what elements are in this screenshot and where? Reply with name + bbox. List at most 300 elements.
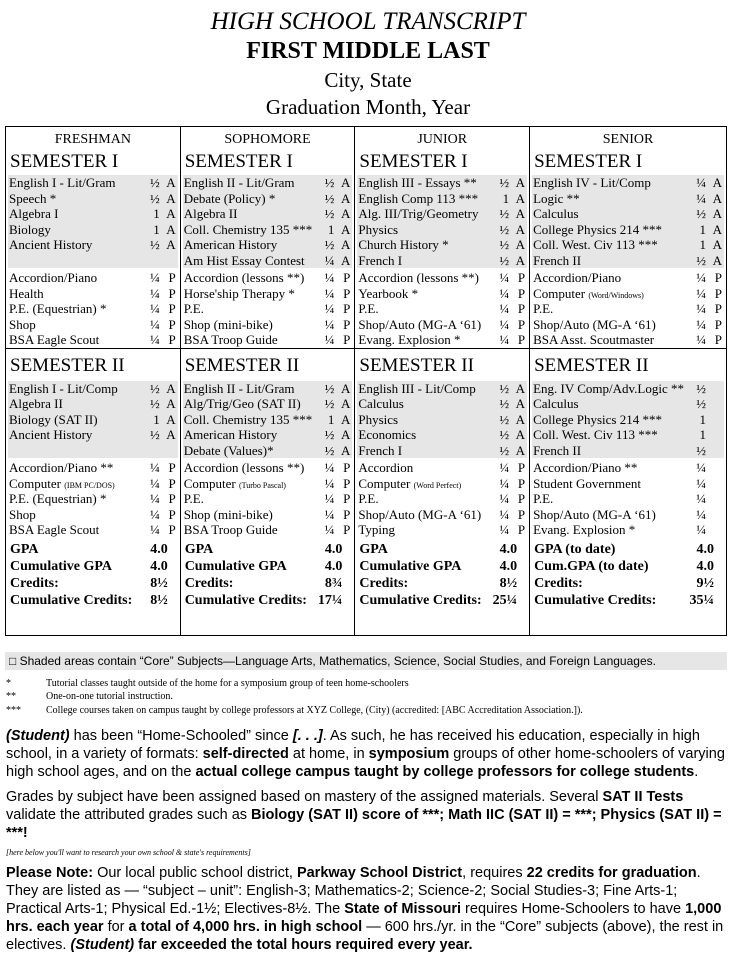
course-credit: 1 bbox=[153, 206, 160, 221]
course-credit: ¼ bbox=[324, 270, 335, 285]
course-row bbox=[183, 507, 353, 523]
course-credit: ¼ bbox=[324, 285, 335, 301]
year-column bbox=[181, 127, 356, 635]
course-row bbox=[8, 332, 178, 348]
course-note: (IBM PC/DOS) bbox=[64, 480, 115, 490]
course-grade: A bbox=[515, 411, 526, 427]
course-name-text: Am Hist Essay Contest bbox=[183, 252, 305, 268]
course-name-text: Shop/Auto (MG-A ‘61) bbox=[358, 506, 482, 522]
course-name bbox=[532, 443, 684, 459]
course-grade bbox=[706, 427, 724, 443]
core-courses bbox=[532, 175, 724, 268]
semester-label: SEMESTER I bbox=[184, 151, 293, 172]
course-name-text: P.E. bbox=[533, 301, 554, 316]
course-grade: P bbox=[714, 270, 722, 285]
course-name-text: Shop bbox=[9, 316, 36, 332]
course-name-text: Coll. Chemistry 135 *** bbox=[183, 221, 313, 237]
course-credit: ¼ bbox=[499, 285, 510, 301]
course-name-text: P.E. bbox=[533, 491, 554, 506]
course-name-text: Debate (Policy) * bbox=[183, 190, 276, 206]
course-row bbox=[357, 427, 527, 443]
gpa-value: 25¼ bbox=[492, 592, 518, 608]
course-row bbox=[357, 317, 527, 333]
course-row bbox=[532, 332, 724, 348]
course-grade: A bbox=[340, 175, 351, 190]
footnote-mark: ** bbox=[6, 691, 16, 702]
course-name-text: English Comp 113 *** bbox=[358, 190, 479, 206]
course-grade: P bbox=[517, 316, 526, 332]
course-name bbox=[357, 507, 487, 523]
course-credit: ¼ bbox=[499, 270, 510, 285]
course-row bbox=[183, 381, 353, 397]
course-grade: P bbox=[343, 491, 351, 506]
course-name-text: Accordion bbox=[358, 460, 414, 475]
course-row bbox=[532, 396, 724, 412]
course-credit: 1 bbox=[153, 221, 160, 237]
course-name-text: Coll. West. Civ 113 *** bbox=[533, 237, 658, 252]
course-name-text: Typing bbox=[358, 522, 396, 537]
gpa-summary bbox=[185, 541, 353, 609]
course-credit: ¼ bbox=[696, 522, 706, 537]
course-name-text: English III - Essays ** bbox=[358, 175, 477, 190]
course-row bbox=[357, 191, 527, 207]
course-name bbox=[183, 412, 313, 428]
course-grade: A bbox=[340, 427, 351, 442]
course-credit: ¼ bbox=[499, 460, 510, 475]
course-name bbox=[532, 412, 684, 428]
gpa-value: 4.0 bbox=[150, 558, 168, 574]
course-row bbox=[183, 427, 353, 443]
course-name bbox=[8, 491, 138, 507]
course-row bbox=[532, 507, 724, 523]
course-row bbox=[357, 270, 527, 286]
course-name bbox=[532, 507, 684, 523]
course-credit: ½ bbox=[696, 252, 706, 268]
course-credit: ½ bbox=[149, 427, 160, 442]
course-row bbox=[8, 412, 178, 428]
course-grade: P bbox=[343, 475, 351, 491]
course-credit: ½ bbox=[324, 427, 335, 442]
course-name-text: Evang. Explosion * bbox=[358, 332, 461, 347]
course-credit: ½ bbox=[149, 237, 160, 252]
course-name-text: Calculus bbox=[358, 396, 404, 411]
course-name-text: French I bbox=[358, 442, 403, 458]
course-grade: P bbox=[517, 301, 526, 316]
course-name bbox=[357, 396, 487, 412]
course-grade: A bbox=[166, 190, 176, 206]
course-name-text: French I bbox=[358, 252, 403, 268]
course-name-text: Shop/Auto (MG-A ‘61) bbox=[533, 506, 656, 522]
course-grade: A bbox=[166, 237, 176, 252]
course-name-text: Shop (mini-bike) bbox=[183, 316, 273, 332]
course-name-text: Coll. West. Civ 113 *** bbox=[533, 427, 658, 442]
gpa-label: Cumulative GPA bbox=[359, 558, 462, 574]
course-row bbox=[532, 427, 724, 443]
course-name-text: Algebra I bbox=[9, 206, 59, 221]
course-grade: A bbox=[515, 190, 526, 206]
semester-label: SEMESTER II bbox=[6, 348, 180, 381]
course-name bbox=[8, 286, 138, 302]
course-name bbox=[532, 222, 684, 238]
course-row bbox=[8, 396, 178, 412]
course-grade: A bbox=[340, 237, 351, 252]
course-grade: P bbox=[168, 491, 176, 506]
course-name bbox=[183, 222, 313, 238]
core-courses bbox=[532, 381, 724, 459]
gpa-row bbox=[10, 558, 178, 575]
course-name-text: College Physics 214 *** bbox=[533, 411, 662, 427]
course-grade: A bbox=[712, 190, 722, 206]
course-name-text: Alg. III/Trig/Geometry bbox=[358, 206, 479, 221]
course-grade: P bbox=[343, 316, 351, 332]
course-credit: 1 bbox=[502, 190, 510, 206]
course-name bbox=[183, 491, 313, 507]
course-grade: A bbox=[712, 206, 722, 221]
semester-label: SEMESTER I bbox=[10, 151, 119, 172]
course-name-text: Speech * bbox=[9, 190, 57, 206]
gpa-row bbox=[359, 558, 527, 575]
gpa-value: 4.0 bbox=[499, 541, 518, 557]
course-row bbox=[532, 412, 724, 428]
course-row bbox=[357, 522, 527, 538]
course-grade: A bbox=[340, 221, 351, 237]
gpa-value: 8½ bbox=[150, 592, 168, 608]
gpa-value: 4.0 bbox=[696, 558, 714, 574]
gpa-row bbox=[185, 558, 353, 575]
course-name bbox=[357, 522, 487, 538]
course-row bbox=[532, 191, 724, 207]
course-row bbox=[183, 253, 353, 269]
course-grade: P bbox=[517, 506, 526, 522]
course-credit: ½ bbox=[499, 442, 510, 458]
course-name bbox=[8, 301, 138, 317]
gpa-row bbox=[359, 592, 527, 609]
course-grade: A bbox=[340, 396, 351, 411]
course-name bbox=[8, 507, 138, 523]
course-credit: ¼ bbox=[324, 475, 335, 491]
course-grade bbox=[706, 491, 724, 507]
course-row bbox=[8, 460, 178, 476]
course-row bbox=[183, 286, 353, 302]
course-row bbox=[8, 476, 178, 492]
course-name-text: American History bbox=[183, 427, 278, 442]
course-credit: ¼ bbox=[499, 522, 510, 537]
course-name-text: BSA Eagle Scout bbox=[9, 332, 100, 347]
course-name-text: Eng. IV Comp/Adv.Logic ** bbox=[533, 380, 684, 396]
course-name-text: Shop/Auto (MG-A ‘61) bbox=[533, 316, 656, 332]
course-grade bbox=[706, 443, 724, 459]
course-name-text: Logic ** bbox=[533, 190, 580, 206]
course-row bbox=[532, 381, 724, 397]
course-name bbox=[357, 427, 487, 443]
gpa-summary bbox=[534, 541, 724, 609]
course-note: (Word/Windows) bbox=[588, 290, 644, 300]
course-name bbox=[357, 175, 487, 191]
course-name bbox=[532, 396, 684, 412]
course-name bbox=[532, 191, 684, 207]
course-grade: A bbox=[712, 175, 722, 190]
course-row bbox=[8, 191, 178, 207]
course-credit: ¼ bbox=[324, 522, 335, 537]
course-row bbox=[8, 253, 178, 269]
homeschool-paragraph: (Student) has been “Home-Schooled” since [. . .]. As such, he has received his education, especially in high school, in a variety of formats: self-directed at home, in symposium groups of other home-schoolers of varying high school ages, and on the actual college campus taught by college professors for college students. bbox=[6, 728, 725, 780]
course-row bbox=[357, 332, 527, 348]
gpa-row bbox=[185, 592, 353, 609]
course-name bbox=[183, 332, 313, 348]
course-name-text: Accordion/Piano bbox=[9, 270, 98, 285]
course-grade: P bbox=[517, 460, 526, 475]
course-row bbox=[8, 381, 178, 397]
course-credit: ½ bbox=[499, 237, 510, 252]
course-name-text: French II bbox=[533, 252, 582, 268]
course-name bbox=[8, 191, 138, 207]
course-credit: ¼ bbox=[696, 285, 706, 301]
course-row bbox=[8, 286, 178, 302]
course-name bbox=[357, 206, 487, 222]
course-row bbox=[8, 301, 178, 317]
course-row bbox=[357, 460, 527, 476]
course-name-text: Computer bbox=[358, 475, 411, 491]
course-name bbox=[8, 270, 138, 286]
course-row bbox=[183, 237, 353, 253]
course-credit: ¼ bbox=[149, 506, 160, 522]
course-grade: A bbox=[166, 427, 176, 442]
course-name-text: P.E. bbox=[358, 491, 379, 506]
gpa-value: 4.0 bbox=[150, 541, 168, 557]
course-name-text: English IV - Lit/Comp bbox=[533, 175, 651, 190]
course-credit: ½ bbox=[149, 175, 160, 190]
year-label: SENIOR bbox=[602, 132, 654, 147]
course-name bbox=[183, 270, 313, 286]
course-credit: ¼ bbox=[696, 301, 706, 316]
gpa-summary bbox=[359, 541, 527, 609]
course-name-text: Student Government bbox=[533, 475, 642, 491]
course-name-text: Horse'ship Therapy * bbox=[183, 285, 295, 301]
elective-courses bbox=[532, 460, 724, 538]
core-courses bbox=[8, 381, 178, 459]
course-row bbox=[8, 443, 178, 459]
course-name bbox=[357, 381, 487, 397]
course-credit: ¼ bbox=[499, 506, 510, 522]
course-grade: P bbox=[343, 506, 351, 522]
course-row bbox=[357, 412, 527, 428]
course-grade: P bbox=[168, 460, 176, 475]
grades-paragraph: Grades by subject have been assigned based on mastery of the assigned materials. Several SAT II Tests validate the attributed grades such as Biology (SAT II) score of ***; Math IIC (SAT II) = ***; Physics (SAT II) = ***! bbox=[6, 789, 722, 841]
course-name bbox=[532, 491, 684, 507]
course-grade: P bbox=[343, 522, 351, 537]
course-row bbox=[357, 237, 527, 253]
course-grade: A bbox=[340, 206, 351, 221]
requirements-paragraph: Please Note: Our local public school district, Parkway School District, requires 22 credits for graduation. They are listed as — “subject – unit”: English-3; Mathematics-2; Science-2; Social Studies-3; Fine Arts-1; Practical Arts-1; Physical Ed.-1½; Electives-8½. The State of Missouri requires Home-Schoolers to have 1,000 hrs. each year for a total of 4,000 hrs. in high school — 600 hrs./yr. in the “Core” subjects (above), the rest in electives. (Student) far exceeded the total hours required every year. bbox=[6, 865, 724, 953]
course-name bbox=[532, 317, 684, 333]
course-name bbox=[532, 522, 684, 538]
course-name bbox=[357, 332, 487, 348]
course-row bbox=[357, 396, 527, 412]
course-name-text: Shop (mini-bike) bbox=[183, 506, 273, 522]
semester-label: SEMESTER II bbox=[355, 348, 529, 381]
core-courses bbox=[183, 381, 353, 459]
course-grade: A bbox=[166, 175, 176, 190]
course-name-text: Algebra II bbox=[183, 206, 238, 221]
course-grade: A bbox=[166, 411, 176, 427]
course-name-text: Accordion/Piano bbox=[533, 270, 622, 285]
course-row bbox=[183, 460, 353, 476]
course-grade: A bbox=[340, 442, 351, 458]
course-name bbox=[8, 222, 138, 238]
course-name bbox=[357, 491, 487, 507]
course-name bbox=[532, 253, 684, 269]
course-name bbox=[532, 381, 684, 397]
course-credit: ¼ bbox=[149, 301, 160, 316]
course-row bbox=[532, 253, 724, 269]
course-grade: A bbox=[166, 396, 176, 411]
course-grade: P bbox=[168, 301, 176, 316]
gpa-value: 8½ bbox=[499, 575, 518, 591]
course-grade: P bbox=[168, 332, 176, 347]
course-name bbox=[8, 427, 138, 443]
student-location: City, State bbox=[324, 68, 412, 92]
course-credit: 1 bbox=[699, 237, 706, 252]
gpa-row bbox=[10, 592, 178, 609]
course-row bbox=[8, 427, 178, 443]
course-credit: ¼ bbox=[324, 460, 335, 475]
course-grade: P bbox=[714, 332, 722, 347]
course-name bbox=[183, 317, 313, 333]
course-credit: ¼ bbox=[324, 491, 335, 506]
course-credit: ½ bbox=[499, 175, 510, 190]
course-credit: ½ bbox=[499, 221, 510, 237]
course-name-text: Shop bbox=[9, 506, 36, 522]
course-name bbox=[532, 301, 684, 317]
course-row bbox=[357, 286, 527, 302]
course-grade: A bbox=[712, 221, 722, 237]
course-name-text: Accordion (lessons **) bbox=[358, 270, 479, 285]
course-name bbox=[357, 317, 487, 333]
footnote-mark: * bbox=[6, 678, 11, 689]
course-name-text: College Physics 214 *** bbox=[533, 221, 662, 237]
course-grade bbox=[706, 522, 724, 538]
course-credit: ¼ bbox=[149, 332, 160, 347]
course-credit: ¼ bbox=[149, 522, 160, 537]
course-name bbox=[183, 206, 313, 222]
course-name bbox=[183, 301, 313, 317]
gpa-label: Cumulative Credits: bbox=[10, 592, 133, 608]
course-row bbox=[8, 317, 178, 333]
gpa-row bbox=[534, 558, 724, 575]
course-grade: A bbox=[515, 175, 526, 190]
course-row bbox=[357, 206, 527, 222]
course-credit: ¼ bbox=[696, 475, 706, 491]
course-grade: P bbox=[714, 285, 722, 301]
course-grade: A bbox=[515, 206, 526, 221]
core-legend: □ Shaded areas contain “Core” Subjects—Language Arts, Mathematics, Science, Social Studies, and Foreign Languages. bbox=[5, 652, 727, 670]
course-name-text: P.E. bbox=[358, 301, 379, 316]
gpa-value: 17¼ bbox=[317, 592, 343, 608]
course-credit: ¼ bbox=[696, 491, 706, 506]
core-courses bbox=[8, 175, 178, 268]
course-name-text: Computer bbox=[9, 475, 61, 491]
course-name bbox=[357, 412, 487, 428]
course-row bbox=[183, 317, 353, 333]
course-credit: ½ bbox=[499, 396, 510, 411]
course-row bbox=[8, 175, 178, 191]
course-grade bbox=[706, 381, 724, 397]
elective-courses bbox=[357, 460, 527, 538]
course-name bbox=[183, 522, 313, 538]
course-name-text: Accordion/Piano ** bbox=[533, 460, 638, 475]
gpa-label: Credits: bbox=[359, 575, 409, 591]
course-row bbox=[183, 270, 353, 286]
course-row bbox=[183, 191, 353, 207]
course-name-text: Accordion/Piano ** bbox=[9, 460, 114, 475]
course-name bbox=[183, 191, 313, 207]
footnote-text: One-on-one tutorial instruction. bbox=[46, 691, 173, 702]
course-name bbox=[8, 206, 138, 222]
course-name bbox=[532, 237, 684, 253]
course-name-text: Shop/Auto (MG-A ‘61) bbox=[358, 316, 482, 332]
course-name bbox=[357, 237, 487, 253]
course-name bbox=[357, 191, 487, 207]
course-row bbox=[183, 412, 353, 428]
gpa-row bbox=[534, 592, 724, 609]
course-grade: P bbox=[517, 491, 526, 506]
course-credit: ½ bbox=[324, 442, 335, 458]
course-name-text: BSA Eagle Scout bbox=[9, 522, 100, 537]
course-name-text: BSA Asst. Scoutmaster bbox=[533, 332, 655, 347]
course-grade: A bbox=[515, 237, 526, 252]
course-name-text: Ancient History bbox=[9, 427, 93, 442]
course-row bbox=[8, 270, 178, 286]
year-label: SOPHOMORE bbox=[224, 132, 311, 147]
course-grade: P bbox=[517, 475, 526, 491]
course-credit: ½ bbox=[499, 427, 510, 442]
course-grade: P bbox=[517, 522, 526, 537]
course-credit: ¼ bbox=[696, 190, 706, 206]
course-credit: ¼ bbox=[324, 316, 335, 332]
course-row bbox=[183, 332, 353, 348]
gpa-value: 4.0 bbox=[324, 541, 343, 557]
course-grade bbox=[706, 396, 724, 412]
course-credit: ½ bbox=[696, 206, 706, 221]
course-name bbox=[357, 270, 487, 286]
course-name bbox=[183, 253, 313, 269]
footnote bbox=[6, 690, 173, 703]
course-credit: ¼ bbox=[499, 301, 510, 316]
course-credit: ½ bbox=[499, 206, 510, 221]
course-grade: A bbox=[166, 221, 176, 237]
course-name-text: Calculus bbox=[533, 396, 579, 411]
year-column bbox=[355, 127, 530, 635]
course-name bbox=[357, 222, 487, 238]
course-name bbox=[8, 460, 138, 476]
course-name-text: Coll. Chemistry 135 *** bbox=[183, 411, 313, 427]
course-name-text: Accordion (lessons **) bbox=[183, 460, 305, 475]
course-credit: ¼ bbox=[324, 332, 335, 347]
course-row bbox=[532, 175, 724, 191]
course-row bbox=[357, 507, 527, 523]
semester-label: SEMESTER II bbox=[530, 348, 726, 381]
footnote bbox=[6, 677, 409, 690]
course-credit: ½ bbox=[499, 380, 510, 396]
course-name bbox=[532, 270, 684, 286]
course-grade: A bbox=[515, 380, 526, 396]
course-name-text: Calculus bbox=[533, 206, 579, 221]
gpa-label: GPA (to date) bbox=[534, 541, 616, 557]
course-grade: A bbox=[515, 221, 526, 237]
gpa-value: 35¼ bbox=[689, 592, 714, 608]
elective-courses bbox=[357, 270, 527, 348]
gpa-value: 8½ bbox=[150, 575, 168, 591]
